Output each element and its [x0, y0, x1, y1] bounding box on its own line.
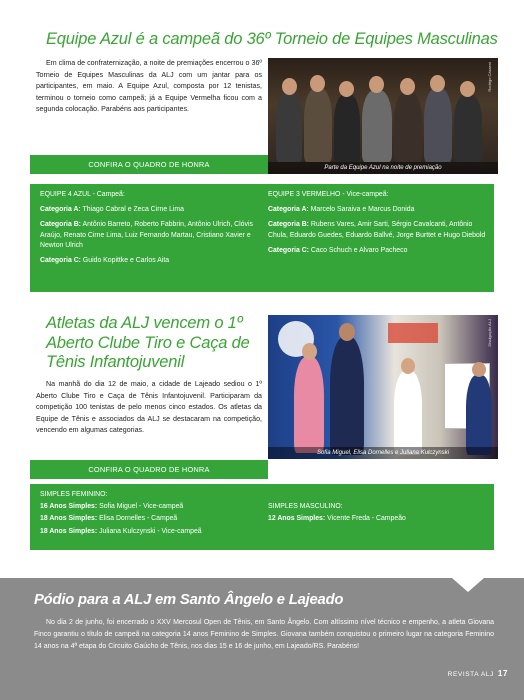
section-notch: [452, 578, 484, 592]
female-row: 16 Anos Simples: Sofia Miguel - Vice-campeã: [40, 503, 184, 511]
article1-honor-box: [30, 184, 494, 292]
article2-photo: [268, 315, 498, 459]
article1-honor-band: [30, 155, 268, 174]
female-header: SIMPLES FEMININO:: [40, 491, 108, 498]
team-red-column: [268, 190, 490, 261]
page-footer: [448, 669, 508, 678]
article2-honor-label: CONFIRA O QUADRO DE HONRA: [88, 465, 210, 474]
article2-photo-caption: Sofia Miguel, Elisa Dornelles e Juliana Kulczynski: [268, 447, 498, 459]
article1-photo-credit: Rodrigo Cásseni: [487, 62, 492, 92]
team-blue-row: Categoria A: Thiago Cabral e Zeca Cirne Lima: [40, 206, 185, 214]
team-blue-row: Categoria B: Antônio Barreto, Roberto Fabbrin, Antônio Ulrich, Clóvis Araújo, Renato Cirne Lima, Luiz Fernando Martau, Cristiano Xavier e Newton Ulrich: [40, 221, 253, 249]
article2-honor-band: [30, 460, 268, 479]
article1-honor-label: CONFIRA O QUADRO DE HONRA: [88, 160, 210, 169]
female-row: 18 Anos Simples: Elisa Dornelles - Campeã: [40, 515, 178, 523]
team-blue-header: EQUIPE 4 AZUL - Campeã:: [40, 191, 125, 198]
article3-body: No dia 2 de junho, foi encerrado o XXV Mercosul Open de Tênis, em Santo Ângelo. Com altíssimo nível técnico e empenho, a atleta Giovana Finco garantiu o título de campeã na categoria 14 anos Feminino de Simples. Giovana também conquistou o primeiro lugar na categoria Feminino 14 anos na 4ª etapa do Circuito Gaúcho de Tênis, nos dias 15 e 16 de junho, em Lajeado/RS. Parabéns!: [34, 619, 494, 650]
female-row: 18 Anos Simples: Juliana Kulczynski - Vice-campeã: [40, 527, 202, 535]
article1-intro: Em clima de confraternização, a noite de premiações encerrou o 36º Torneio de Equipes Masculinas da ALJ com um jantar para os participantes, em maio. A Equipe Azul, composta por 12 tenistas, terminou o torneio como campeã; já a Equipe Vermelha ficou com a segunda colocação. Parabéns aos participantes.: [36, 59, 262, 114]
male-row: 12 Anos Simples: Vicente Freda - Campeão: [268, 515, 406, 523]
article2-honor-box: [30, 484, 494, 550]
article3-title: Pódio para a ALJ em Santo Ângelo e Lajeado: [34, 592, 344, 608]
article1-title: Equipe Azul é a campeã do 36º Torneio de Equipes Masculinas: [46, 30, 498, 48]
male-header: SIMPLES MASCULINO:: [268, 503, 343, 510]
page-number: 17: [497, 669, 508, 678]
female-column: [40, 490, 262, 539]
article1-photo-caption: Parte da Equipe Azul na noite de premiação: [268, 162, 498, 174]
team-red-row: Categoria B: Rubens Vares, Amir Sarti, Sérgio Cavalcanti, Antônio Chula, Eduardo Guedes, Eduardo Ballvé, Jorge Burttet e Hugo Diebold: [268, 221, 486, 239]
team-red-row: Categoria A: Marcelo Saraiva e Marcus Donida: [268, 206, 415, 214]
article2-title: Atletas da ALJ vencem o 1º Aberto Clube Tiro e Caça de Tênis Infantojuvenil: [46, 314, 250, 371]
article2-photo-credit: Divulgação ALJ: [487, 319, 492, 347]
team-red-header: EQUIPE 3 VERMELHO - Vice-campeã:: [268, 191, 389, 198]
male-column: [268, 502, 490, 526]
article2-intro: Na manhã do dia 12 de maio, a cidade de Lajeado sediou o 1º Aberto Clube Tiro e Caça de Tênis Infantojuvenil. Participaram da competição 100 tenistas de pelo menos cinco estados. Os atletas da Equipe de Tênis e associados da ALJ se destacaram na competição, vencendo em algumas categorias.: [36, 380, 262, 435]
team-blue-column: [40, 190, 262, 271]
article1-photo: [268, 58, 498, 174]
team-blue-row: Categoria C: Guido Kopittke e Carlos Aita: [40, 257, 170, 265]
team-red-row: Categoria C: Caco Schuch e Alvaro Pacheco: [268, 246, 408, 254]
magazine-name: REVISTA ALJ: [447, 671, 494, 678]
